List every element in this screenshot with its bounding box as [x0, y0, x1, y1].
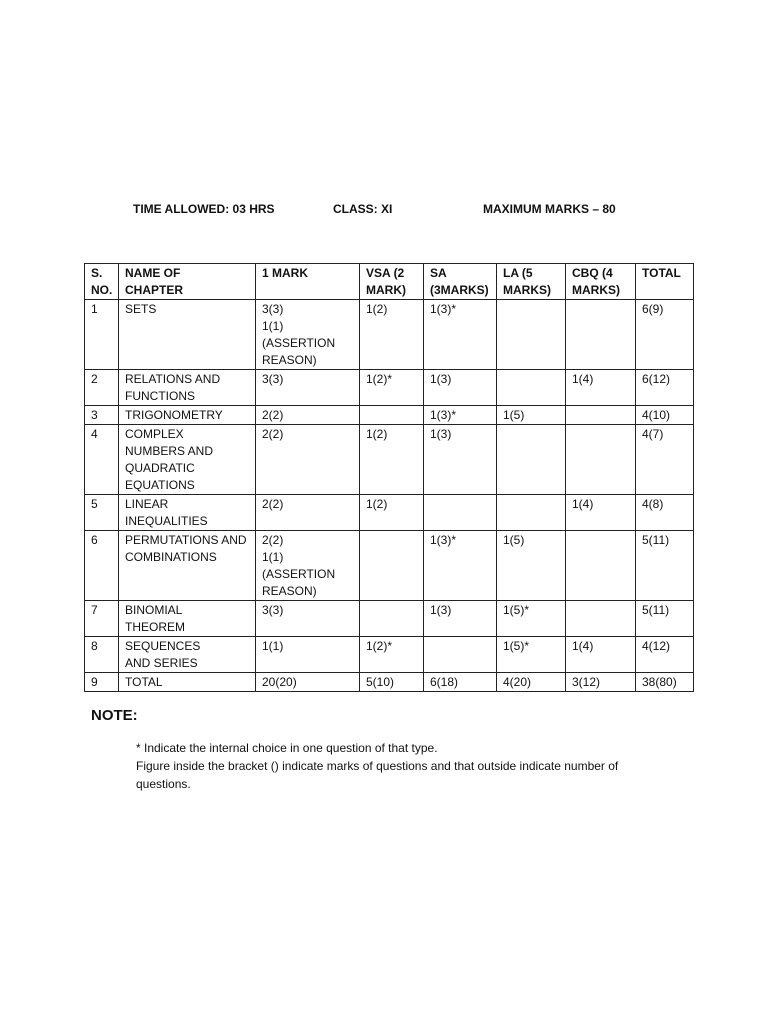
column-header-text: MARKS) — [503, 283, 551, 297]
one-mark-cell — [256, 531, 360, 601]
table-row — [85, 370, 694, 406]
la-cell — [497, 637, 566, 673]
cell-text: 8 — [91, 639, 98, 653]
cell-text: 1(3)* — [430, 408, 457, 422]
total-cell — [636, 370, 694, 406]
cbq-cell — [566, 495, 636, 531]
column-header-text: NAME OF — [125, 266, 181, 280]
sa-cell — [424, 300, 497, 370]
one-mark-cell — [256, 673, 360, 692]
cbq-cell — [566, 531, 636, 601]
cell-text: 6(18) — [430, 675, 459, 689]
serial-number-cell — [85, 406, 119, 425]
serial-number-cell — [85, 370, 119, 406]
total-cell — [636, 637, 694, 673]
cell-text: NUMBERS AND — [125, 444, 214, 458]
la-cell — [497, 601, 566, 637]
blueprint-table — [84, 263, 694, 692]
vsa-cell — [360, 370, 424, 406]
chapter-name-cell — [119, 601, 256, 637]
vsa-cell — [360, 637, 424, 673]
chapter-name-cell — [119, 406, 256, 425]
sa-cell — [424, 495, 497, 531]
cell-text: 3(3) — [262, 302, 284, 316]
cell-text: 1(1) — [262, 550, 284, 564]
column-header-text: MARK) — [366, 283, 406, 297]
sa-cell — [424, 673, 497, 692]
one-mark-cell — [256, 495, 360, 531]
vsa-cell — [360, 673, 424, 692]
cell-text: 2(2) — [262, 427, 284, 441]
cell-text: 20(20) — [262, 675, 297, 689]
chapter-name-cell — [119, 637, 256, 673]
chapter-name-cell — [119, 495, 256, 531]
table-row — [85, 300, 694, 370]
cell-text: SEQUENCES — [125, 639, 201, 653]
table-row — [85, 495, 694, 531]
cell-text: 1(4) — [572, 639, 594, 653]
one-mark-cell — [256, 601, 360, 637]
sa-cell — [424, 531, 497, 601]
cell-text: RELATIONS AND — [125, 372, 221, 386]
cell-text: 2(2) — [262, 533, 284, 547]
table-row — [85, 673, 694, 692]
la-cell — [497, 425, 566, 495]
vsa-cell — [360, 425, 424, 495]
note-line: Figure inside the bracket () indicate marks of questions and that outside indicate number of questions. — [136, 759, 619, 791]
cell-text: 4(20) — [503, 675, 532, 689]
total-cell — [636, 300, 694, 370]
exam-header — [0, 202, 768, 218]
cell-text: 5(11) — [642, 603, 670, 617]
cell-text: (ASSERTION — [262, 567, 336, 581]
cell-text: 2(2) — [262, 497, 284, 511]
cell-text: 1(2)* — [366, 639, 393, 653]
la-cell — [497, 370, 566, 406]
table-row — [85, 406, 694, 425]
vsa-cell — [360, 531, 424, 601]
la-cell — [497, 673, 566, 692]
cell-text: 9 — [91, 675, 98, 689]
cell-text: SETS — [125, 302, 157, 316]
column-header — [424, 264, 497, 300]
cell-text: 6(9) — [642, 302, 664, 316]
one-mark-cell — [256, 370, 360, 406]
sa-cell — [424, 637, 497, 673]
column-header — [256, 264, 360, 300]
cbq-cell — [566, 425, 636, 495]
cell-text: 1(5)* — [503, 639, 530, 653]
cbq-cell — [566, 637, 636, 673]
column-header-text: CHAPTER — [125, 283, 184, 297]
cell-text: 4(7) — [642, 427, 664, 441]
total-cell — [636, 495, 694, 531]
one-mark-cell — [256, 637, 360, 673]
cbq-cell — [566, 300, 636, 370]
cell-text: 1(3)* — [430, 533, 457, 547]
cell-text: 1(2)* — [366, 372, 393, 386]
cell-text: TRIGONOMETRY — [125, 408, 223, 422]
cbq-cell — [566, 601, 636, 637]
column-header — [119, 264, 256, 300]
cell-text: 38(80) — [642, 675, 677, 689]
table-row — [85, 425, 694, 495]
column-header — [360, 264, 424, 300]
cell-text: 1(5) — [503, 533, 525, 547]
cell-text: 1(3) — [430, 372, 452, 386]
cell-text: FUNCTIONS — [125, 389, 195, 403]
cell-text: 6(12) — [642, 372, 671, 386]
cell-text: 1(4) — [572, 497, 594, 511]
cell-text: 5(11) — [642, 533, 670, 547]
cell-text: 4(12) — [642, 639, 671, 653]
cell-text: 2(2) — [262, 408, 284, 422]
cell-text: EQUATIONS — [125, 478, 195, 492]
time-allowed: TIME ALLOWED: 03 HRS — [133, 202, 275, 216]
maximum-marks: MAXIMUM MARKS – 80 — [483, 202, 616, 216]
column-header-text: LA (5 — [503, 266, 533, 280]
cell-text: 7 — [91, 603, 98, 617]
serial-number-cell — [85, 300, 119, 370]
chapter-name-cell — [119, 673, 256, 692]
cell-text: 1(3)* — [430, 302, 457, 316]
serial-number-cell — [85, 673, 119, 692]
cbq-cell — [566, 673, 636, 692]
cell-text: 2 — [91, 372, 98, 386]
cell-text: COMBINATIONS — [125, 550, 217, 564]
column-header — [636, 264, 694, 300]
cell-text: 1(3) — [430, 603, 452, 617]
serial-number-cell — [85, 601, 119, 637]
la-cell — [497, 300, 566, 370]
cell-text: 1(4) — [572, 372, 594, 386]
column-header — [497, 264, 566, 300]
column-header — [85, 264, 119, 300]
cell-text: 4(10) — [642, 408, 671, 422]
cell-text: 1(2) — [366, 427, 388, 441]
column-header-text: NO. — [91, 283, 113, 297]
column-header-text: S. — [91, 266, 103, 280]
cell-text: 5(10) — [366, 675, 395, 689]
serial-number-cell — [85, 637, 119, 673]
total-cell — [636, 406, 694, 425]
column-header-text: MARKS) — [572, 283, 620, 297]
cell-text: TOTAL — [125, 675, 163, 689]
cell-text: 3 — [91, 408, 98, 422]
chapter-name-cell — [119, 370, 256, 406]
one-mark-cell — [256, 425, 360, 495]
cell-text: 3(3) — [262, 603, 284, 617]
cell-text: 6 — [91, 533, 98, 547]
one-mark-cell — [256, 406, 360, 425]
cell-text: REASON) — [262, 353, 317, 367]
serial-number-cell — [85, 495, 119, 531]
serial-number-cell — [85, 531, 119, 601]
cell-text: REASON) — [262, 584, 317, 598]
cell-text: 1(5) — [503, 408, 525, 422]
table-row — [85, 601, 694, 637]
note-body — [136, 739, 656, 793]
chapter-name-cell — [119, 300, 256, 370]
cell-text: 1(5)* — [503, 603, 530, 617]
column-header-text: SA — [430, 266, 447, 280]
cell-text: PERMUTATIONS AND — [125, 533, 247, 547]
serial-number-cell — [85, 425, 119, 495]
cell-text: THEOREM — [125, 620, 185, 634]
column-header-text: CBQ (4 — [572, 266, 613, 280]
total-cell — [636, 425, 694, 495]
sa-cell — [424, 370, 497, 406]
vsa-cell — [360, 300, 424, 370]
column-header-text: 1 MARK — [262, 266, 309, 280]
cell-text: 1(1)(ASSERTION — [262, 319, 336, 350]
column-header-text: TOTAL — [642, 266, 681, 280]
column-header-text: (3MARKS) — [430, 283, 489, 297]
la-cell — [497, 531, 566, 601]
cell-text: 1(1) — [262, 639, 284, 653]
cell-text: BINOMIAL — [125, 603, 183, 617]
cell-text: 1(2) — [366, 302, 388, 316]
cell-text: INEQUALITIES — [125, 514, 208, 528]
cell-text: 1 — [91, 302, 98, 316]
cell-text: 4(8) — [642, 497, 664, 511]
cell-text: 1(3) — [430, 427, 452, 441]
cell-text: COMPLEX — [125, 427, 184, 441]
class-label: CLASS: XI — [333, 202, 393, 216]
table-body — [85, 300, 694, 692]
sa-cell — [424, 601, 497, 637]
sa-cell — [424, 406, 497, 425]
chapter-name-cell — [119, 425, 256, 495]
total-cell — [636, 531, 694, 601]
note-title: NOTE: — [91, 707, 138, 724]
chapter-name-cell — [119, 531, 256, 601]
vsa-cell — [360, 406, 424, 425]
cell-text: QUADRATIC — [125, 461, 195, 475]
table-row — [85, 531, 694, 601]
total-cell — [636, 673, 694, 692]
cell-text: 5 — [91, 497, 98, 511]
table-row — [85, 637, 694, 673]
table-header-row — [85, 264, 694, 300]
vsa-cell — [360, 601, 424, 637]
la-cell — [497, 406, 566, 425]
column-header-text: VSA (2 — [366, 266, 405, 280]
vsa-cell — [360, 495, 424, 531]
cell-text: 1(2) — [366, 497, 388, 511]
cell-text: 3(12) — [572, 675, 601, 689]
total-cell — [636, 601, 694, 637]
one-mark-cell — [256, 300, 360, 370]
cbq-cell — [566, 370, 636, 406]
cell-text: 4 — [91, 427, 98, 441]
cell-text: AND SERIES — [125, 656, 198, 670]
cbq-cell — [566, 406, 636, 425]
cell-text: LINEAR — [125, 497, 169, 511]
cell-text: 3(3) — [262, 372, 284, 386]
note-line: * Indicate the internal choice in one question of that type. — [136, 741, 438, 755]
column-header — [566, 264, 636, 300]
sa-cell — [424, 425, 497, 495]
la-cell — [497, 495, 566, 531]
